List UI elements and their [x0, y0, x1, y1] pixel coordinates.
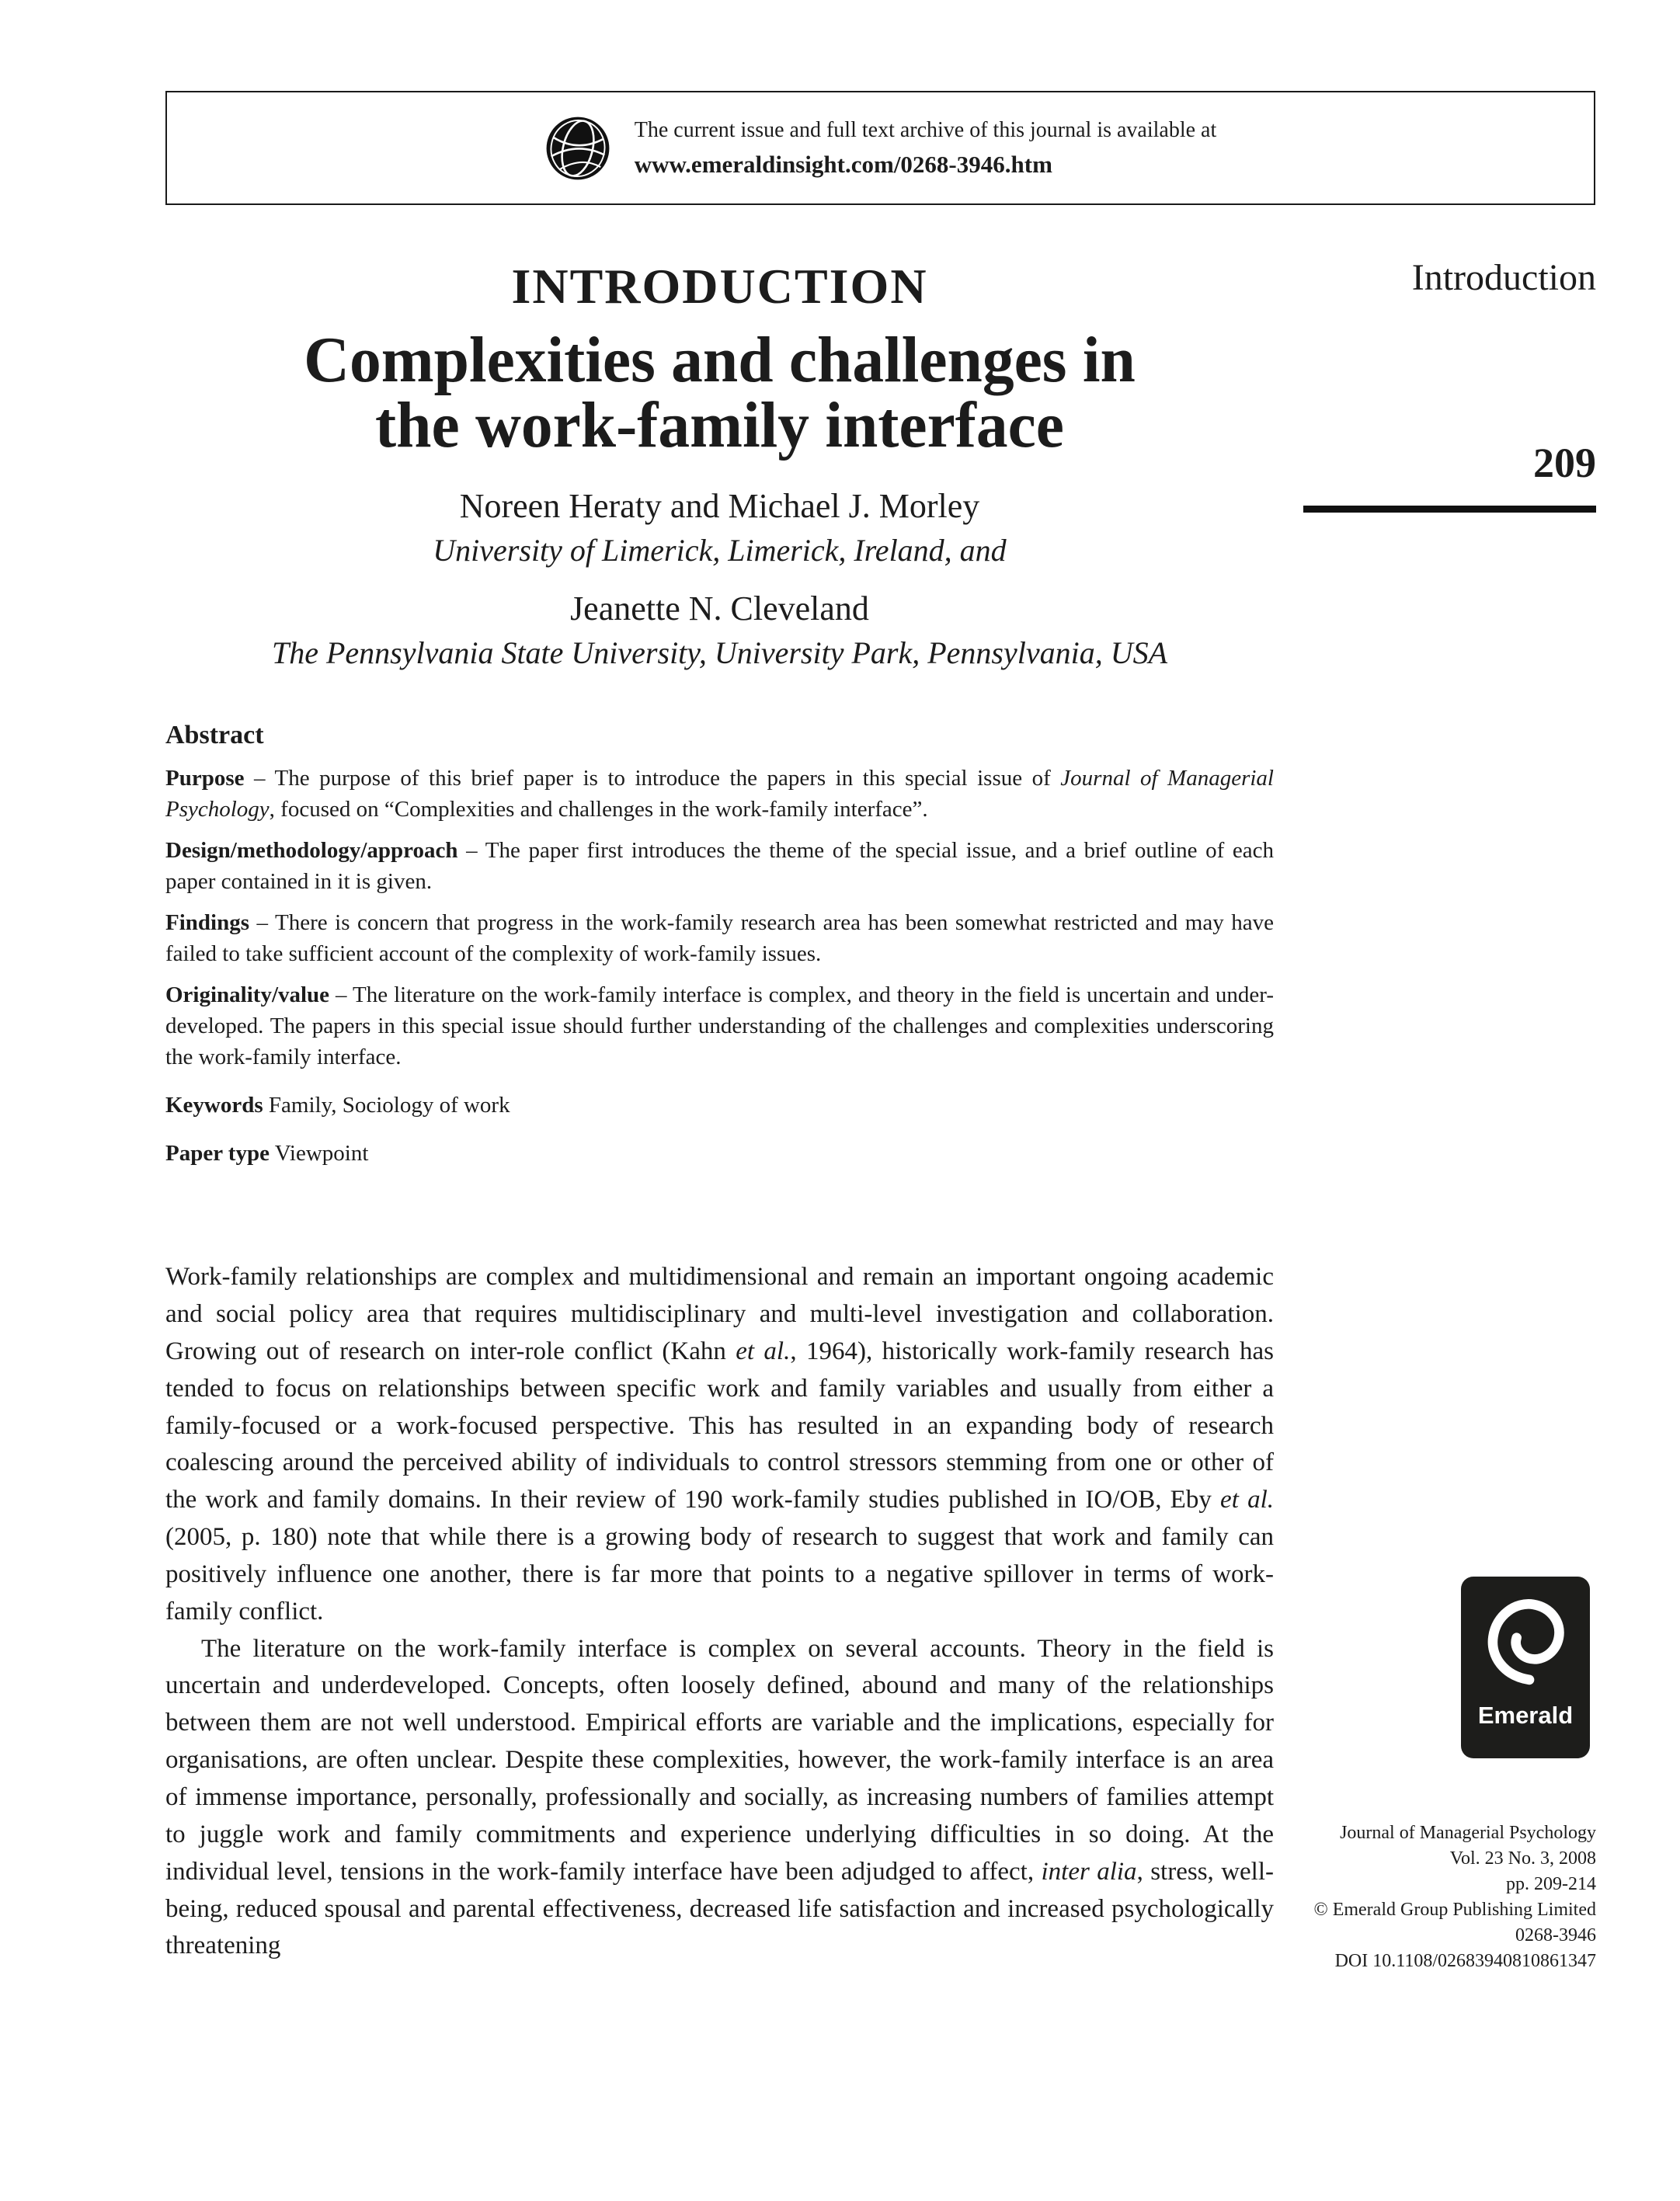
article-title-line-1: Complexities and challenges in [304, 324, 1136, 396]
imprint-journal-name: Journal of Managerial Psychology [1340, 1823, 1596, 1843]
imprint-doi: DOI 10.1108/02683940810861347 [1334, 1951, 1596, 1971]
abstract-findings: Findings – There is concern that progress in the work-family research area has been somewhat restricted and may have failed to take sufficient account of the complexity of work-family issues. [165, 910, 1274, 967]
body-paragraph-2: The literature on the work-family interface is complex on several accounts. Theory in the field is uncertain and underdeveloped. Concepts, often loosely defined, abound and many of the relationships between them are not well understood. Empirical efforts are variable and the implications, especially for organisations, are often unclear. Despite these complexities, however, the work-family interface is an area of immense importance, personally, professionally and socially, as increasing numbers of families attempt to juggle work and family commitments and experience underlying difficulties in so doing. At the individual level, tensions in the work-family interface have been adjudged to affect, inter alia, stress, well-being, reduced spousal and parental effectiveness, decreased life satisfaction and increased psychologically threatening [165, 1634, 1275, 1960]
body-paragraph-1: Work-family relationships are complex and multidimensional and remain an important ongoing academic and social policy area that requires multidisciplinary and multi-level investigation and collaboration. Growing out of research on inter-role conflict (Kahn et al., 1964), historically work-family research has tended to focus on relationships between specific work and family variables and usually from either a family-focused or a work-focused perspective. This has resulted in an expanding body of research coalescing around the perceived ability of individuals to control stressors stemming from one or other of the work and family domains. In their review of 190 work-family studies published in IO/OB, Eby et al. (2005, p. 180) note that while there is a growing body of research to suggest that work and family can positively influence one another, there is far more that points to a negative spillover in terms of work-family conflict. [165, 1263, 1275, 1626]
imprint-issn: 0268-3946 [1515, 1925, 1596, 1945]
archive-notice [544, 115, 1217, 182]
affiliation-line-1: University of Limerick, Limerick, Ireland, and [433, 533, 1007, 568]
affiliation-line-2: The Pennsylvania State University, University Park, Pennsylvania, USA [271, 635, 1168, 670]
main-column [165, 258, 1274, 1965]
section-label: INTRODUCTION [511, 259, 928, 314]
side-column [1303, 258, 1596, 2044]
archive-notice-box [165, 91, 1595, 205]
journal-imprint [1303, 1820, 1596, 1974]
article-title-line-2: the work-family interface [375, 389, 1064, 461]
archive-notice-text-block [635, 117, 1217, 179]
imprint-copyright: © Emerald Group Publishing Limited [1313, 1900, 1596, 1920]
article-title [182, 324, 1257, 461]
globe-icon [544, 115, 611, 182]
authors-line-2: Jeanette N. Cleveland [570, 589, 869, 628]
emerald-logo-text: Emerald [1477, 1702, 1574, 1729]
imprint-pages: pp. 209-214 [1506, 1874, 1596, 1894]
abstract-keywords: Keywords Family, Sociology of work [165, 1093, 510, 1118]
emerald-logo [1461, 1577, 1590, 1758]
abstract-design: Design/methodology/approach – The paper first introduces the theme of the special issue, and a brief outline of each paper contained in it is given. [165, 838, 1274, 895]
running-head: Introduction [1411, 257, 1596, 298]
sidebar-rule [1303, 506, 1596, 513]
archive-notice-url: www.emeraldinsight.com/0268-3946.htm [634, 150, 1052, 178]
emerald-spiral-icon [1477, 1589, 1574, 1696]
abstract-section [165, 721, 1274, 1169]
article-body [165, 1259, 1274, 1965]
abstract-paper-type: Paper type Viewpoint [165, 1141, 369, 1167]
abstract-purpose: Purpose – The purpose of this brief paper is to introduce the papers in this special issue of Journal of Managerial Psychology, focused on “Complexities and challenges in the work-family interface”. [165, 766, 1274, 822]
abstract-heading: Abstract [165, 721, 264, 749]
page-number: 209 [1533, 439, 1596, 486]
imprint-volume: Vol. 23 No. 3, 2008 [1449, 1848, 1596, 1869]
authors-line-1: Noreen Heraty and Michael J. Morley [459, 487, 980, 525]
archive-notice-line: The current issue and full text archive of this journal is available at [634, 118, 1217, 143]
abstract-originality: Originality/value – The literature on the work-family interface is complex, and theory in the field is uncertain and under-developed. The papers in this special issue should further understanding of the challenges and complexities underscoring the work-family interface. [165, 982, 1274, 1070]
